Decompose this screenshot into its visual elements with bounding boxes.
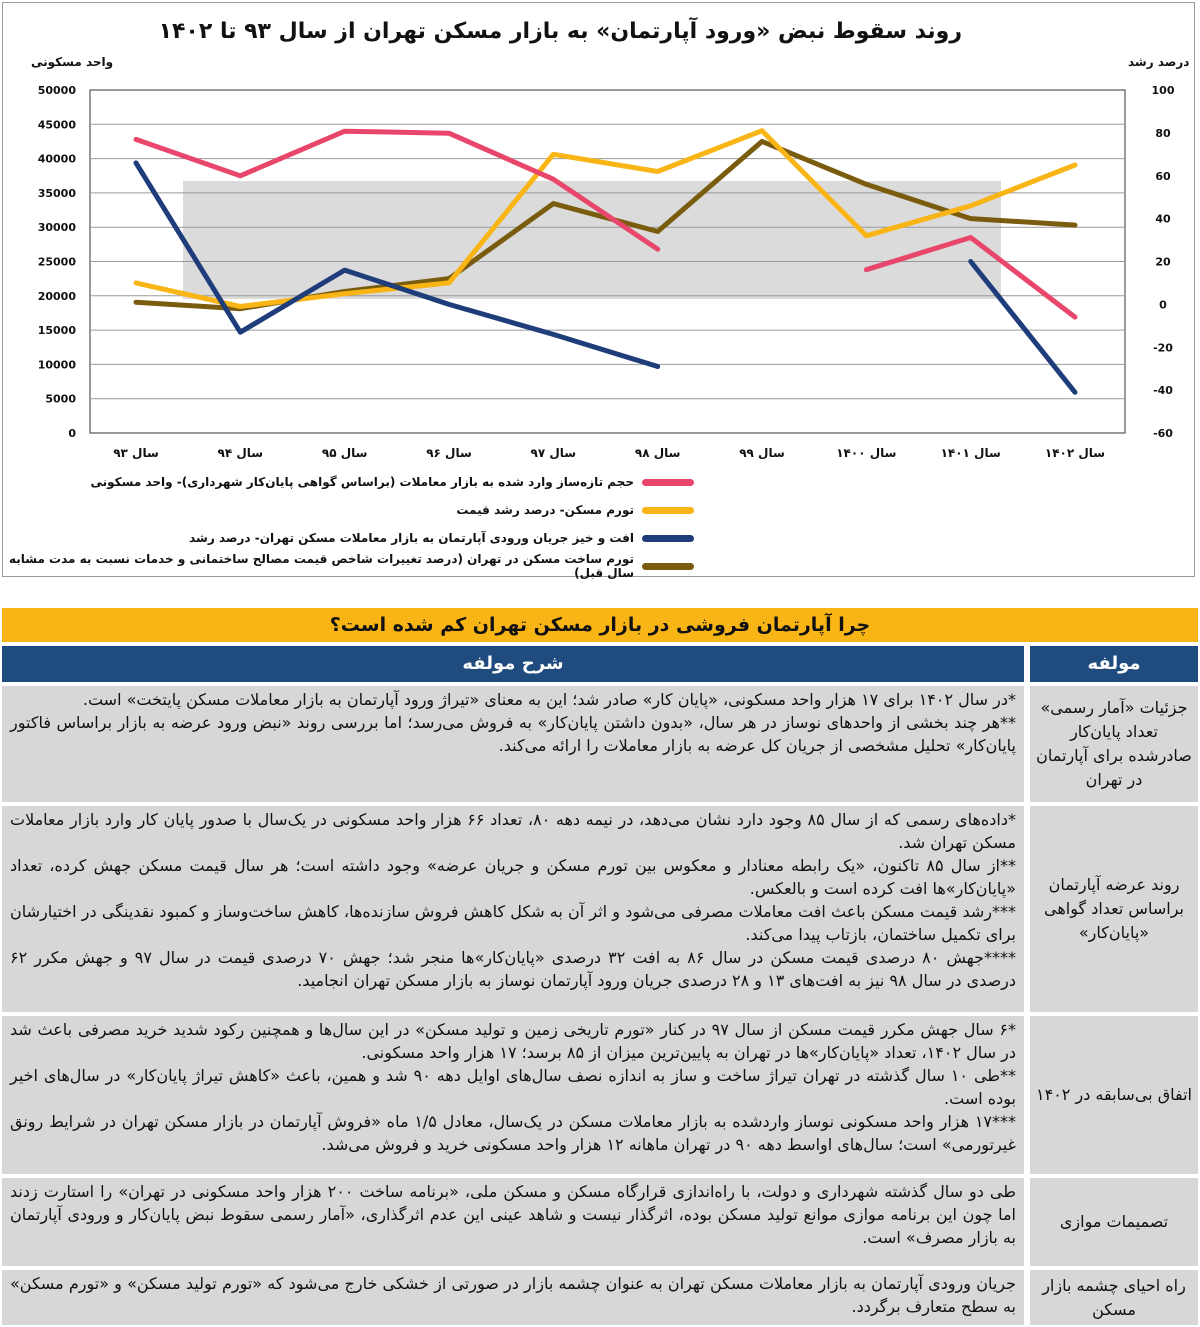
x-tick-label: سال ۹۷ bbox=[530, 446, 577, 460]
series-line bbox=[971, 262, 1075, 393]
header-component: مولفه bbox=[1030, 646, 1198, 682]
x-tick-label: سال ۱۴۰۲ bbox=[1044, 446, 1106, 460]
legend-item-blue bbox=[3, 524, 694, 552]
row-2-component: روند عرضه آپارتمان براساس تعداد گواهی «پایان‌کار» bbox=[1030, 806, 1198, 1012]
x-tick-label: سال ۹۵ bbox=[321, 446, 368, 460]
right-tick-label: 20 bbox=[1155, 255, 1171, 269]
left-axis-title: واحد مسکونی bbox=[31, 55, 114, 69]
x-tick-label: سال ۱۴۰۱ bbox=[940, 446, 1001, 460]
right-tick-label: 100 bbox=[1151, 84, 1175, 97]
left-tick-label: 40000 bbox=[37, 152, 76, 166]
x-tick-label: سال ۹۹ bbox=[739, 446, 785, 460]
left-tick-label: 5000 bbox=[45, 392, 76, 406]
row-2-line-4: ****جهش ۸۰ درصدی قیمت مسکن در سال ۸۶ به افت ۳۲ درصدی «پایان‌کار»ها منجر شد؛ جهش ۷۰ درصدی قیمت در سال ۹۷ و جهش مکرر ۶۲ درصدی در سال ۹۸ نیز به افت‌های ۱۳ و ۲۸ درصدی جریان ورود آپارتمان نوساز به بازار مسکن تهران انجامید. bbox=[10, 948, 1017, 990]
right-tick-label: 80 bbox=[1155, 126, 1171, 140]
row-3-line-3: ***۱۷ هزار واحد مسکونی نوساز واردشده به بازار معاملات مسکن در یک‌سال، معادل ۱/۵ ماه «فروش آپارتمان در بازار مسکن تهران در شرایط رونق غیرتورمی» است؛ سال‌های اواسط دهه ۹۰ در تهران ماهانه ۱۲ هزار واحد مسکونی خرید و فروش می‌شد. bbox=[10, 1112, 1017, 1154]
legend-item-brown bbox=[3, 552, 694, 580]
line-chart bbox=[3, 3, 1193, 473]
legend-item-pink bbox=[3, 468, 694, 496]
header-description: شرح مولفه bbox=[2, 646, 1024, 682]
right-tick-label: 60 bbox=[1155, 169, 1171, 183]
left-tick-label: 35000 bbox=[37, 186, 76, 200]
left-tick-label: 0 bbox=[68, 427, 76, 440]
x-tick-label: سال ۹۸ bbox=[634, 446, 681, 460]
left-tick-label: 45000 bbox=[37, 118, 76, 132]
left-tick-label: 10000 bbox=[37, 358, 76, 372]
right-tick-label: 40 bbox=[1155, 212, 1171, 226]
row-2-line-1: *داده‌های رسمی که از سال ۸۵ وجود دارد نشان می‌دهد، در نیمه دهه ۸۰، تعداد ۶۶ هزار واحد مسکونی در یک‌سال با صدور پایان کار وارد بازار معاملات مسکن تهران شد. bbox=[10, 810, 1016, 852]
table-title: چرا آپارتمان فروشی در بازار مسکن تهران کم شده است؟ bbox=[2, 608, 1198, 642]
row-3-description bbox=[2, 1016, 1024, 1174]
legend-swatch bbox=[642, 563, 694, 570]
right-axis-title: درصد رشد bbox=[1128, 55, 1190, 69]
legend-swatch bbox=[642, 535, 694, 542]
row-3-line-1: *۶ سال جهش مکرر قیمت مسکن از سال ۹۷ در کنار «تورم تاریخی زمین و تولید مسکن» در این سال‌ها و همچنین رکود شدید خرید مصرفی باعث شد در سال ۱۴۰۲، تعداد «پایان‌کار»ها در تهران به پایین‌ترین میزان از ۸۵ برسد؛ ۱۷ هزار واحد مسکونی. bbox=[10, 1020, 1017, 1062]
legend-swatch bbox=[642, 479, 694, 486]
legend-item-yellow bbox=[3, 496, 694, 524]
row-5-description bbox=[2, 1270, 1024, 1325]
row-4-line-1: طی دو سال گذشته شهرداری و دولت، با راه‌اندازی قرارگاه مسکن و مسکن ملی، «برنامه ساخت ۲۰۰ هزار واحد مسکونی در تهران» را استارت زدند اما چون این برنامه موازی موانع تولید مسکن بوده، اثرگذار نیست و شاهد عینی این عدم اثرگذاری، «آمار رسمی سقوط نبض پایان‌کار و ورودی آپارتمان به بازار مصرف» است. bbox=[10, 1182, 1017, 1247]
x-tick-label: سال ۹۶ bbox=[426, 446, 472, 460]
left-tick-label: 25000 bbox=[37, 255, 76, 269]
left-tick-label: 15000 bbox=[37, 324, 76, 338]
x-tick-label: سال ۹۳ bbox=[113, 446, 159, 460]
row-5-line-1: جریان ورودی آپارتمان به بازار معاملات مسکن تهران به عنوان چشمه بازار در صورتی از خشکی خارج می‌شود که «تورم تولید مسکن» و «تورم مسکن» به سطح متعارف برگردد. bbox=[10, 1274, 1016, 1316]
chart-legend bbox=[3, 468, 694, 580]
left-tick-label: 50000 bbox=[37, 84, 76, 97]
right-tick-label: -60 bbox=[1153, 427, 1173, 440]
chart-panel bbox=[2, 2, 1195, 580]
x-tick-label: سال ۹۴ bbox=[217, 446, 264, 460]
legend-swatch bbox=[642, 507, 694, 514]
right-tick-label: -20 bbox=[1153, 341, 1173, 355]
chart-title: روند سقوط نبض «ورود آپارتمان» به بازار مسکن تهران از سال ۹۳ تا ۱۴۰۲ bbox=[158, 19, 962, 44]
row-1-component: جزئیات «آمار رسمی» تعداد پایان‌کار صادرشده برای آپارتمان در تهران bbox=[1030, 686, 1198, 802]
row-1-line-1: *در سال ۱۴۰۲ برای ۱۷ هزار واحد مسکونی، «پایان کار» صادر شد؛ این به معنای «تیراژ ورود آپارتمان به بازار معاملات مسکن پایتخت» است. bbox=[82, 690, 1016, 709]
row-2-description bbox=[2, 806, 1024, 1012]
row-2-line-3: ***رشد قیمت مسکن باعث افت معاملات مصرفی می‌شود و اثر آن به شکل کاهش فروش سازنده‌ها، کاهش ساخت‌وساز و کمبود نقدینگی در اختیارشان برای تکمیل ساختمان، بازتاب پیدا می‌کند. bbox=[10, 902, 1016, 944]
row-1-line-2: **هر چند بخشی از واحدهای نوساز در هر سال، «بدون داشتن پایان‌کار» به فروش می‌رسد؛ اما بررسی روند «نبض ورود عرضه به بازار براساس فاکتور پایان‌کار» تحلیل مشخصی از جریان کل عرضه به بازار معاملات را ارائه می‌کند. bbox=[10, 713, 1016, 755]
row-4-component: تصمیمات موازی bbox=[1030, 1178, 1198, 1266]
legend-label: تورم مسکن- درصد رشد قیمت bbox=[456, 503, 634, 517]
left-tick-label: 20000 bbox=[37, 289, 76, 303]
legend-label: تورم ساخت مسکن در تهران (درصد تغییرات شاخص قیمت مصالح ساختمانی و خدمات نسبت به مدت مشابه سال قبل) bbox=[8, 552, 634, 580]
row-1-description bbox=[2, 686, 1024, 802]
legend-label: افت و خیز جریان ورودی آپارتمان به بازار معاملات مسکن تهران- درصد رشد bbox=[189, 531, 634, 545]
row-2-line-2: **از سال ۸۵ تاکنون، «یک رابطه معنادار و معکوس بین تورم مسکن و جریان عرضه» وجود داشته است؛ هر سال قیمت مسکن جهش کرده، تعداد «پایان‌کار»ها افت کرده است و بالعکس. bbox=[10, 856, 1017, 898]
row-4-description bbox=[2, 1178, 1024, 1266]
row-5-component: راه احیای چشمه بازار مسکن bbox=[1030, 1270, 1198, 1325]
left-tick-label: 30000 bbox=[37, 221, 76, 235]
row-3-component: اتفاق بی‌سابقه در ۱۴۰۲ bbox=[1030, 1016, 1198, 1174]
watermark-band bbox=[183, 181, 1001, 299]
right-tick-label: 0 bbox=[1159, 298, 1167, 312]
row-3-line-2: **طی ۱۰ سال گذشته در تهران تیراژ ساخت و ساز به اندازه نصف سال‌های اوایل دهه ۹۰ شد و همین، باعث «کاهش تیراژ پایان‌کار» در سال‌های اخیر بوده است. bbox=[10, 1066, 1017, 1108]
right-tick-label: -40 bbox=[1153, 384, 1173, 398]
legend-label: حجم تازه‌ساز وارد شده به بازار معاملات (براساس گواهی پایان‌کار شهرداری)- واحد مسکونی bbox=[90, 475, 634, 489]
x-tick-label: سال ۱۴۰۰ bbox=[836, 446, 897, 460]
